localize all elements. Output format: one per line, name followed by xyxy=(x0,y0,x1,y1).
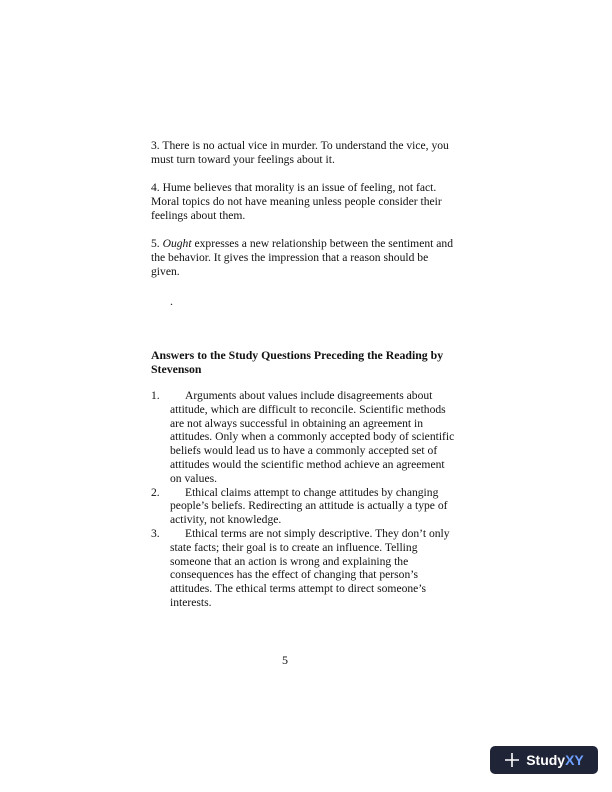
paragraph-5-number: 5. xyxy=(151,237,163,250)
list-item-number: 3. xyxy=(151,526,160,540)
answers-list xyxy=(151,389,456,610)
page-number: 5 xyxy=(282,653,288,667)
paragraph-5-text: expresses a new relationship between the sentiment and the behavior. It gives the impression that a reason should be given. xyxy=(151,237,453,278)
studyxy-badge[interactable] xyxy=(490,746,598,774)
paragraph-3: 3. There is no actual vice in murder. To understand the vice, you must turn toward your feelings about it. xyxy=(151,139,449,166)
list-item-text: Ethical claims attempt to change attitudes by changing people’s beliefs. Redirecting an attitude is actually a type of activity, not knowledge. xyxy=(170,485,448,527)
list-item-number: 1. xyxy=(151,389,160,402)
brand-main: Study xyxy=(526,752,566,768)
section-heading: Answers to the Study Questions Preceding the Reading by Stevenson xyxy=(151,348,444,376)
list-item-text: Ethical terms are not simply descriptive. They don’t only state facts; their goal is to create an influence. Telling someone that an action is wrong and explaining the consequences has the effect of changing that person’s attitudes. The ethical terms attempt to direct someone’s interests. xyxy=(170,526,450,609)
list-item-number: 2. xyxy=(151,485,160,499)
list-item xyxy=(151,486,456,527)
list-item xyxy=(151,527,456,610)
paragraph-5 xyxy=(151,237,456,279)
paragraph-4: 4. Hume believes that morality is an issue of feeling, not fact. Moral topics do not have meaning unless people consider their feelings about them. xyxy=(151,181,442,222)
brand-name xyxy=(526,752,584,768)
list-item-text: Arguments about values include disagreements about attitude, which are difficult to reconcile. Scientific methods are not always successful in obtaining an agreement in attitudes. Only when a commonly accepted body of scientific beliefs would lead us to have a commonly accepted set of attitudes would the scientific method achieve an agreement on values. xyxy=(170,389,455,485)
plus-icon xyxy=(504,752,520,768)
brand-accent: XY xyxy=(565,752,584,768)
stray-dot: . xyxy=(170,294,173,308)
list-item xyxy=(151,389,456,486)
ought-term: Ought xyxy=(162,237,192,250)
